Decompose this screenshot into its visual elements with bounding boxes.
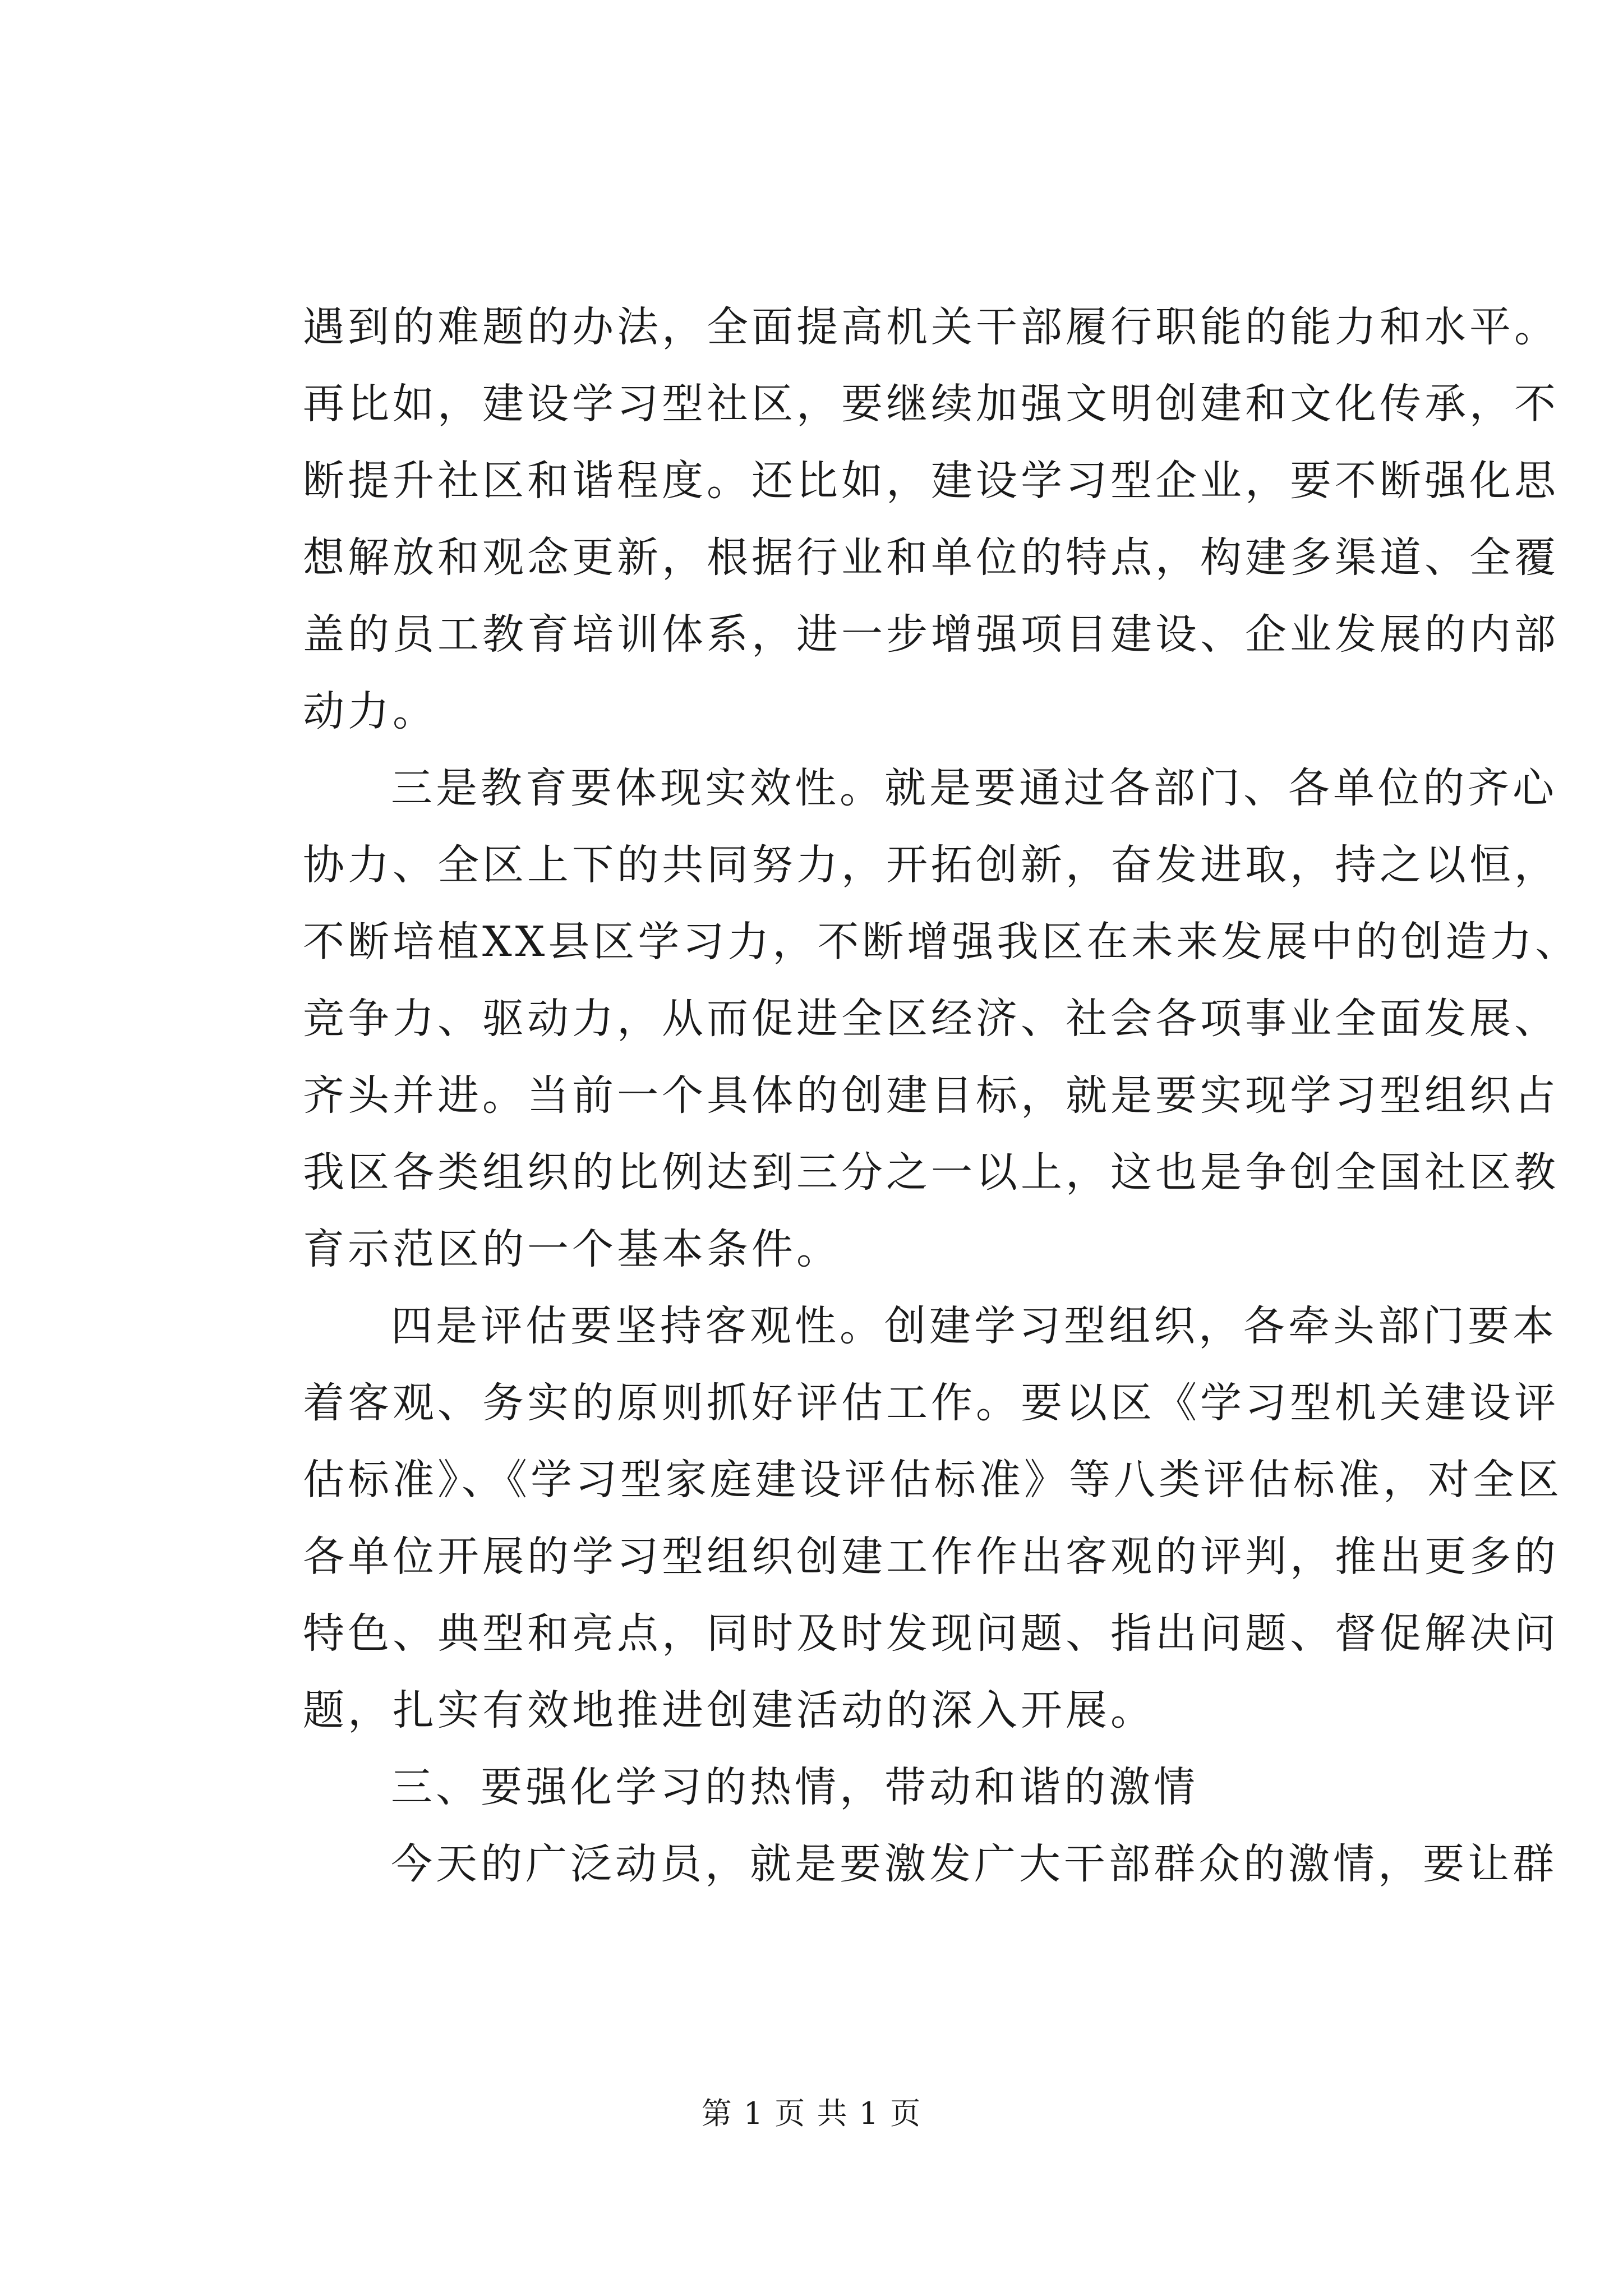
text-line: 协力、全区上下的共同努力，开拓创新，奋发进取，持之以恒， bbox=[303, 841, 1559, 889]
text-line: 断提升社区和谐程度。还比如，建设学习型企业，要不断强化思 bbox=[303, 457, 1559, 505]
page-footer: 第 1 页 共 1 页 bbox=[701, 2096, 922, 2131]
text-line: 想解放和观念更新，根据行业和单位的特点，构建多渠道、全覆 bbox=[303, 533, 1559, 582]
text-line: 特色、典型和亮点，同时及时发现问题、指出问题、督促解决问 bbox=[303, 1609, 1559, 1658]
document-body bbox=[303, 289, 1580, 1903]
text-line: 齐头并进。当前一个具体的创建目标，就是要实现学习型组织占 bbox=[303, 1071, 1559, 1120]
text-line: 着客观、务实的原则抓好评估工作。要以区《学习型机关建设评 bbox=[303, 1379, 1559, 1427]
section-heading: 三、要强化学习的热情，带动和谐的激情 bbox=[391, 1763, 1198, 1811]
text-line: 遇到的难题的办法，全面提高机关干部履行职能的能力和水平。 bbox=[303, 303, 1559, 351]
paragraph-first-line: 三是教育要体现实效性。就是要通过各部门、各单位的齐心 bbox=[391, 764, 1557, 812]
text-line: 再比如，建设学习型社区，要继续加强文明创建和文化传承，不 bbox=[303, 380, 1559, 428]
text-line: 我区各类组织的比例达到三分之一以上，这也是争创全国社区教 bbox=[303, 1148, 1559, 1197]
text-line: 动力。 bbox=[303, 687, 437, 735]
text-line: 育示范区的一个基本条件。 bbox=[303, 1225, 841, 1273]
paragraph-first-line: 四是评估要坚持客观性。创建学习型组织，各牵头部门要本 bbox=[391, 1302, 1557, 1350]
paragraph-first-line: 今天的广泛动员，就是要激发广大干部群众的激情，要让群 bbox=[391, 1840, 1557, 1888]
text-line: 各单位开展的学习型组织创建工作作出客观的评判，推出更多的 bbox=[303, 1533, 1559, 1581]
text-line: 竞争力、驱动力，从而促进全区经济、社会各项事业全面发展、 bbox=[303, 995, 1559, 1043]
text-line: 题，扎实有效地推进创建活动的深入开展。 bbox=[303, 1686, 1155, 1734]
text-line: 不断培植XX县区学习力，不断增强我区在未来发展中的创造力、 bbox=[303, 918, 1580, 966]
text-line: 盖的员工教育培训体系，进一步增强项目建设、企业发展的内部 bbox=[303, 610, 1559, 659]
text-line: 估标准》、《学习型家庭建设评估标准》等八类评估标准，对全区 bbox=[303, 1456, 1562, 1504]
